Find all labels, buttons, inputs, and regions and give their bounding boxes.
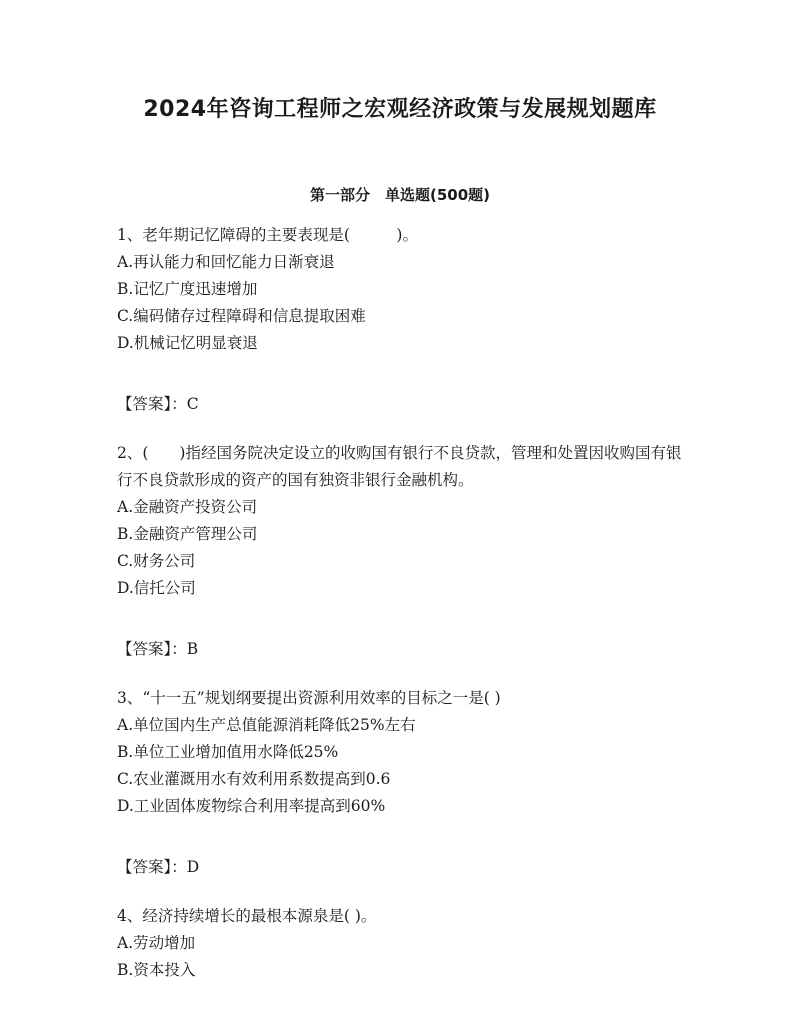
option-a: A.金融资产投资公司 bbox=[117, 498, 258, 516]
option-c: C.农业灌溉用水有效利用系数提高到0.6 bbox=[117, 770, 391, 788]
answer-line: 【答案】：D bbox=[117, 858, 200, 876]
option-d: D.工业固体废物综合利用率提高到60% bbox=[117, 797, 386, 815]
question-3 bbox=[117, 685, 687, 881]
question-stem: 1、老年期记忆障碍的主要表现是( )。 bbox=[117, 226, 418, 244]
option-b: B.资本投入 bbox=[117, 961, 196, 979]
question-stem: 4、经济持续增长的最根本源泉是( )。 bbox=[117, 907, 377, 925]
answer-line: 【答案】：B bbox=[117, 640, 199, 658]
option-b: B.记忆广度迅速增加 bbox=[117, 280, 258, 298]
option-a: A.劳动增加 bbox=[117, 934, 196, 952]
question-list bbox=[117, 222, 687, 984]
option-b: B.金融资产管理公司 bbox=[117, 525, 258, 543]
answer-line: 【答案】：C bbox=[117, 395, 199, 413]
question-2 bbox=[117, 440, 687, 663]
document-title: 2024年咨询工程师之宏观经济政策与发展规划题库 bbox=[143, 97, 657, 122]
question-1 bbox=[117, 222, 687, 418]
option-d: D.信托公司 bbox=[117, 579, 196, 597]
option-b: B.单位工业增加值用水降低25% bbox=[117, 743, 339, 761]
question-stem: 2、( )指经国务院决定设立的收购国有银行不良贷款，管理和处置因收购国有银行不良贷款形成的资产的国有独资非银行金融机构。 bbox=[117, 444, 682, 489]
section-heading: 第一部分 单选题(500题) bbox=[309, 186, 491, 204]
option-c: C.编码储存过程障碍和信息提取困难 bbox=[117, 307, 366, 325]
option-a: A.再认能力和回忆能力日渐衰退 bbox=[117, 253, 335, 271]
option-d: D.机械记忆明显衰退 bbox=[117, 334, 258, 352]
option-c: C.财务公司 bbox=[117, 552, 196, 570]
option-a: A.单位国内生产总值能源消耗降低25%左右 bbox=[117, 716, 416, 734]
question-4 bbox=[117, 903, 687, 984]
question-stem: 3、“十一五”规划纲要提出资源利用效率的目标之一是( ) bbox=[117, 689, 501, 707]
